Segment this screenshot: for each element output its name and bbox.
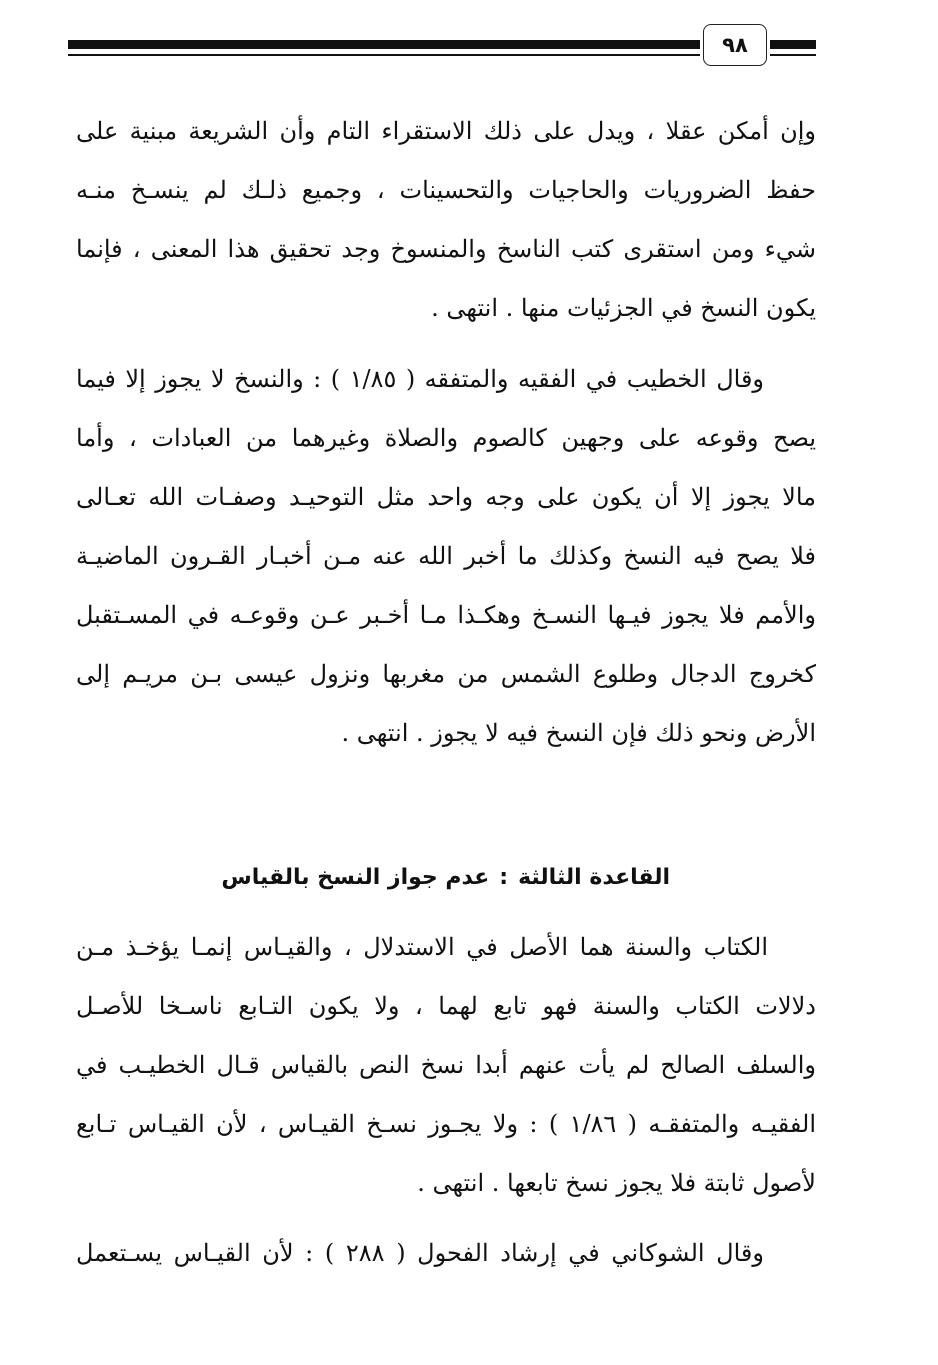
- paragraph-2-line: وقال الخطيب في الفقيه والمتفقه ( ١/٨٥ ) : والنسخ لا يجوز إلا فيما: [76, 365, 765, 393]
- paragraph-2-line: فلا يصح فيه النسخ وكذلك ما أخبر الله عنه مـن أخبـار القـرون الماضيـة: [76, 542, 816, 570]
- paragraph-2: [76, 350, 816, 763]
- section-separator: :: [499, 865, 509, 890]
- section-heading: [150, 853, 670, 903]
- paragraph-3-line: لأصول ثابتة فلا يجوز نسخ تابعها . انتهى .: [417, 1169, 816, 1197]
- paragraph-4: [76, 1224, 816, 1283]
- paragraph-3-line: دلالات الكتاب والسنة فهو تابع لهما ، ولا يكون التـابع ناسـخا للأصـل: [76, 992, 816, 1020]
- paragraph-4-line: وقال الشوكاني في إرشاد الفحول ( ٢٨٨ ) : لأن القيـاس يسـتعمل: [76, 1239, 764, 1267]
- paragraph-2-line: والأمم فلا يجوز فيـها النسـخ وهكـذا مـا أخـبر عـن وقوعـه في المسـتقبل: [76, 601, 816, 629]
- paragraph-2-line: مالا يجوز إلا أن يكون على وجه واحد مثل التوحيـد وصفـات الله تعـالى: [76, 483, 816, 511]
- paragraph-3-line: الفقيـه والمتفقـه ( ١/٨٦ ) : ولا يجـوز نسـخ القيـاس ، لأن القيـاس تـابع: [76, 1110, 816, 1138]
- paragraph-1-line: يكون النسخ في الجزئيات منها . انتهى .: [431, 294, 816, 322]
- paragraph-1: [76, 102, 816, 338]
- paragraph-3-line: والسلف الصالح لم يأت عنهم أبدا نسخ النص بالقياس قـال الخطيـب في: [76, 1051, 816, 1079]
- section-label: القاعدة الثالثة: [518, 865, 670, 890]
- header-rule-right-thick: [770, 40, 816, 49]
- paragraph-2-line: الأرض ونحو ذلك فإن النسخ فيه لا يجوز . انتهى .: [341, 719, 816, 747]
- header-rule-right-thin: [770, 54, 816, 56]
- paragraph-3-line: الكتاب والسنة هما الأصل في الاستدلال ، والقيـاس إنمـا يؤخـذ مـن: [76, 933, 768, 961]
- paragraph-1-line: وإن أمكن عقلا ، ويدل على ذلك الاستقراء التام وأن الشريعة مبنية على: [76, 117, 816, 145]
- header-rule-left-thick: [68, 40, 700, 49]
- page-header: [0, 0, 938, 80]
- paragraph-2-line: كخروج الدجال وطلوع الشمس من مغربها ونزول عيسى بـن مريـم إلى: [76, 660, 816, 688]
- paragraph-1-line: حفظ الضروريات والحاجيات والتحسينات ، وجميع ذلـك لم ينسـخ منـه: [76, 176, 816, 204]
- paragraph-2-line: يصح وقوعه على وجهين كالصوم والصلاة وغيرهما من العبادات ، وأما: [76, 424, 816, 452]
- header-rule-left-thin: [68, 54, 700, 56]
- page-number: ٩٨: [703, 24, 767, 66]
- section-title: عدم جواز النسخ بالقياس: [221, 865, 490, 890]
- paragraph-1-line: شيء ومن استقرى كتب الناسخ والمنسوخ وجد تحقيق هذا المعنى ، فإنما: [76, 235, 816, 263]
- paragraph-3: [76, 918, 816, 1213]
